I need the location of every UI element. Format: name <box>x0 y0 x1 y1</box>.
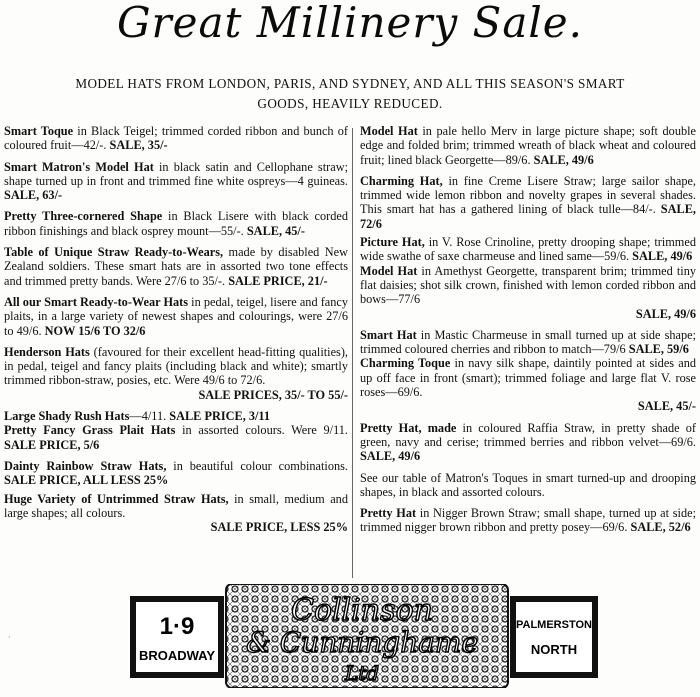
ad-item: Dainty Rainbow Straw Hats, in beautiful colour combinations. SALE PRICE, ALL LESS 25% <box>4 458 348 488</box>
ad-item: Model Hat in pale hello Merv in large picture shape; soft double edge and folded brim; trimmed wreath of black wheat and coloured fruit; lined black Georgette—89/6. SALE, 49/6 <box>360 124 696 167</box>
ad-item: Smart Hat in Mastic Charmeuse in small turned up at side shape; trimmed coloured cherries and ribbon to match—79/6 SALE, 59/6 <box>360 327 696 357</box>
ad-item: Pretty Hat, made in coloured Raffia Straw, in pretty shade of green, navy and cerise; trimmed berries and ribbon velvet—69/6. SALE, 49/6 <box>360 420 697 464</box>
logo-name-line-1: Collinson <box>291 593 433 628</box>
ad-item: Smart Matron's Model Hat in black satin and Cellophane straw; shape turned up in front and trimmed fine white ospreys—4 guineas. SALE, 63/- <box>4 159 348 203</box>
subheading <box>4 74 696 114</box>
ad-item: Charming Toque in navy silk shape, daintily pointed at sides and up off face in front (smart); trimmed foliage and large flat V. rose roses—69/6. SALE, 45/- <box>360 356 697 414</box>
margin-mark: · <box>8 632 11 642</box>
store-logo <box>130 584 598 688</box>
subheading-line-1: MODEL HATS FROM LONDON, PARIS, AND SYDNEY, AND ALL THIS SEASON'S SMART <box>75 76 625 91</box>
ad-item: Charming Hat, in fine Creme Lisere Straw; large sailor shape, trimmed wide lemon ribbon and novelty grapes in several shades. This smart hat has a gathered lining of black tulle—84/-. SALE, 72/6 <box>360 173 696 231</box>
ad-item: See our table of Matron's Toques in smart turned-up and drooping shapes, in black and assorted colours. <box>360 470 696 499</box>
ad-item: Table of Unique Straw Ready-to-Wears, made by disabled New Zealand soldiers. These smart hats are in assorted two tone effects and trimmed pretty bands. Were 27/6 to 35/-. SALE PRICE, 21/- <box>4 245 348 288</box>
right-column <box>360 124 696 535</box>
logo-name-line-2: & Cunninghame <box>245 626 479 659</box>
ad-item: Pretty Hat in Nigger Brown Straw; small shape, turned up at side; trimmed nigger brown ribbon and pretty posey—69/6. SALE, 52/6 <box>360 506 696 535</box>
logo-town-line-2: NORTH <box>530 642 578 657</box>
left-column <box>4 124 348 534</box>
ad-item: Smart Toque in Black Teigel; trimmed corded ribbon and bunch of coloured fruit—42/-. SALE, 35/- <box>4 124 349 153</box>
ad-item: Picture Hat, in V. Rose Crinoline, pretty drooping shape; trimmed wide swathe of saxe charmeuse and lined same—59/6. SALE, 49/6 <box>360 235 696 264</box>
ad-item: Henderson Hats (favoured for their excellent head-fitting qualities), in pedal, teigel and fancy plaits (including black and white); smartly trimmed ribbon-straw, posies, etc. Were 49/6 to 72/6. SALE PRICES, 35/- TO 55/- <box>4 344 348 402</box>
logo-street: BROADWAY <box>138 648 216 663</box>
ad-item: Pretty Fancy Grass Plait Hats in assorted colours. Were 9/11. SALE PRICE, 5/6 <box>4 423 348 452</box>
ad-item: Pretty Three-cornered Shape in Black Lisere with black corded ribbon finishings and black osprey mount—55/-. SALE, 45/- <box>4 209 348 238</box>
ad-item: All our Smart Ready-to-Wear Hats in pedal, teigel, lisere and fancy plaits, in a large variety of newest shapes and colourings, were 27/6 to 49/6. NOW 15/6 TO 32/6 <box>4 294 349 338</box>
page-title: Great Millinery Sale. <box>117 0 583 47</box>
logo-name-line-3: Ltd <box>344 661 380 685</box>
ad-item: Large Shady Rush Hats—4/11. SALE PRICE, 3/11 <box>4 409 271 424</box>
logo-right-box-inner <box>516 602 592 672</box>
logo-number: 1·9 <box>159 613 195 640</box>
ad-item: Model Hat in Amethyst Georgette, transparent brim; trimmed tiny flat daisies; shot silk crown, finished with lemon corded ribbon and bows—77/6 SALE, 49/6 <box>360 263 696 321</box>
logo-town-line-1: PALMERSTON <box>516 619 592 631</box>
column-divider <box>352 128 353 578</box>
ad-item: Huge Variety of Untrimmed Straw Hats, in small, medium and large shapes; all colours. SALE PRICE, LESS 25% <box>4 491 348 535</box>
subheading-line-2: GOODS, HEAVILY REDUCED. <box>257 96 443 111</box>
